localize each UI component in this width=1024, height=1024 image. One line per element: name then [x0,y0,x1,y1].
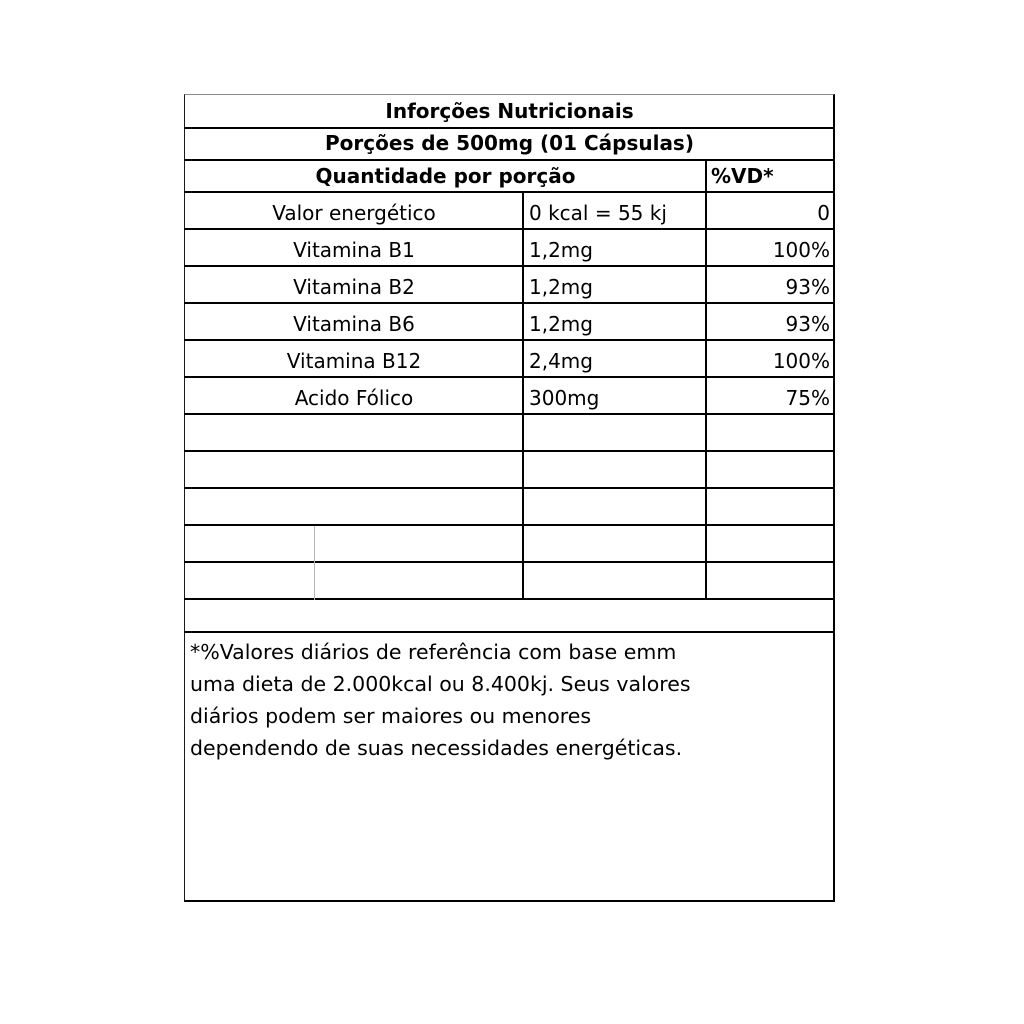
header-quantity: Quantidade por porção [315,164,576,188]
row-divider [184,450,835,452]
footnote-line: diários podem ser maiores ou menores [190,704,592,728]
row-divider [184,265,835,267]
table-title: Inforções Nutricionais [385,99,634,123]
row-divider [184,191,835,193]
row-divider [184,127,835,129]
nutrient-name: Vitamina B6 [293,312,415,336]
nutrient-vd: 93% [785,312,830,336]
row-divider [184,228,835,230]
nutrient-amount: 300mg [529,386,600,410]
footnote-line: *%Valores diários de referência com base emm [190,640,677,664]
row-divider [184,339,835,341]
column-divider [705,159,707,600]
row-divider [184,487,835,489]
row-divider [184,376,835,378]
column-divider [522,191,524,600]
nutrient-amount: 1,2mg [529,312,593,336]
row-divider [184,159,835,161]
nutrient-vd: 100% [772,349,830,373]
nutrient-vd: 93% [785,275,830,299]
serving-size: Porções de 500mg (01 Cápsulas) [325,131,694,155]
row-divider [184,413,835,415]
footnote-line: dependendo de suas necessidades energéticas. [190,736,683,760]
nutrient-amount: 1,2mg [529,275,593,299]
row-divider [184,631,835,633]
footnote [190,636,830,764]
nutrient-amount: 1,2mg [529,238,593,262]
nutrient-name: Vitamina B2 [293,275,415,299]
row-divider [184,598,835,600]
nutrient-vd: 0 [817,201,830,225]
nutrient-name: Valor energético [272,201,436,225]
nutrient-name: Acido Fólico [294,386,414,410]
row-divider [184,302,835,304]
nutrient-amount: 0 kcal = 55 kj [529,201,667,225]
row-divider [184,524,835,526]
nutrient-amount: 2,4mg [529,349,593,373]
nutrient-name: Vitamina B12 [286,349,422,373]
nutrient-vd: 75% [785,386,830,410]
nutrient-vd: 100% [772,238,830,262]
header-vd: %VD* [711,164,774,188]
column-divider [314,526,315,600]
nutrient-name: Vitamina B1 [293,238,415,262]
footnote-line: uma dieta de 2.000kcal ou 8.400kj. Seus valores [190,672,691,696]
row-divider [184,561,835,563]
